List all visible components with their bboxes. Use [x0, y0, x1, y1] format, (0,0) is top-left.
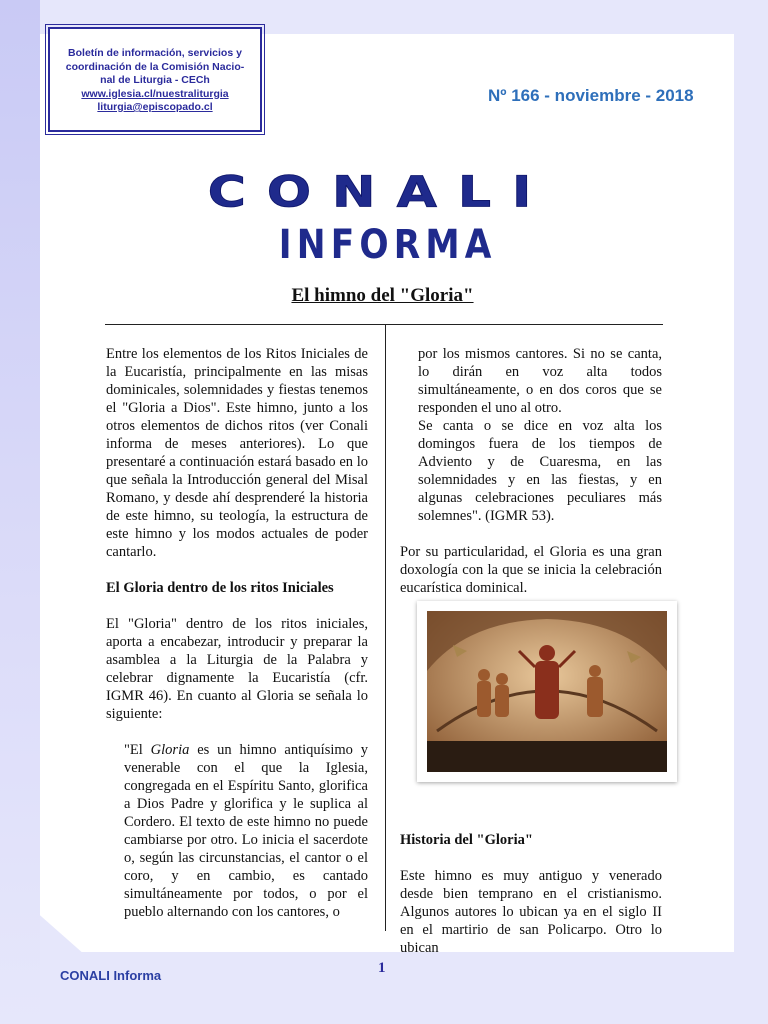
quote-continuation: por los mismos cantores. Si no se canta, lo dirán en voz alta todos simultáneamente, o en dos coros que se responden el uno al otro. — [418, 346, 662, 416]
brand-subtitle: INFORMA — [278, 222, 497, 268]
info-line: nal de Liturgia - CECh — [100, 74, 210, 86]
article-title: El himno del "Gloria" — [291, 285, 474, 306]
column-divider — [385, 324, 386, 931]
brand-title: CONALI — [207, 168, 553, 218]
fresco-image-frame — [417, 601, 677, 782]
page-number: 1 — [378, 960, 386, 976]
section-paragraph: El "Gloria" dentro de los ritos iniciales, aporta a encabezar, introducir y preparar la asamblea a la Liturgia de la Palabra y celebrar dignamente la Eucaristía (cfr. IGMR 46). En cuanto al Gloria se señala lo siguiente: — [106, 616, 368, 722]
left-decorative-band — [0, 0, 40, 1024]
issue-number: Nº 166 - noviembre - 2018 — [488, 86, 694, 105]
left-column — [106, 345, 368, 921]
quote-text: es un himno antiquísimo y venerable con el que la Iglesia, congregada en el Espíritu Santo, glorifica a Dios Padre y glorifica y le suplica al Cordero. El texto de este himno no puede cambiarse por otro. Lo inicia el sacerdote o, según las circunstancias, el cantor o el coro, y en cambio, es cantado simultáneamente por todos, o por el pueblo alternando con los cantores, o — [124, 742, 368, 920]
footer-label: CONALI Informa — [60, 968, 162, 983]
quote-open: "El — [124, 742, 151, 758]
info-line: Boletín de información, servicios y — [68, 47, 242, 59]
title-divider — [105, 324, 663, 325]
quote-italic: Gloria — [150, 742, 190, 758]
doxology-paragraph: Por su particularidad, el Gloria es una gran doxología con la que se inicia la celebración eucarística dominical. — [400, 544, 662, 596]
email-link[interactable]: liturgia@episcopado.cl — [97, 101, 213, 113]
section-heading: El Gloria dentro de los ritos Iniciales — [106, 580, 334, 596]
history-heading: Historia del "Gloria" — [400, 832, 533, 848]
history-paragraph: Este himno es muy antiguo y venerado desde bien temprano en el cristianismo. Algunos autores lo ubican ya en el siglo II en el martirio de san Policarpo. Otro lo ubican — [400, 868, 662, 956]
publication-info-box — [48, 27, 262, 132]
info-line: coordinación de la Comisión Nacio- — [65, 60, 245, 73]
quote-continuation-2: Se canta o se dice en voz alta los domingos fuera de los tiempos de Adviento y de Cuaresma, en las solemnidades y en las fiestas, y en algunas celebraciones peculiares más solemnes". (IGMR 53). — [418, 418, 662, 524]
intro-paragraph: Entre los elementos de los Ritos Iniciales de la Eucaristía, principalmente en las misas dominicales, solemnidades y fiestas tenemos el "Gloria a Dios". Este himno, junto a los otros elementos de dichos ritos (ver Conali informa de meses anteriores). Lo que presentaré a continuación estará basado en lo que señala la Introducción general del Misal Romano, y desde ahí desprenderé la historia de este himno, su teología, la estructura de este himno y los modos actuales de poder cantarlo. — [106, 346, 368, 560]
website-link[interactable]: www.iglesia.cl/nuestraliturgia — [81, 87, 229, 100]
fresco-image — [427, 611, 667, 772]
quote-paragraph — [106, 741, 368, 921]
